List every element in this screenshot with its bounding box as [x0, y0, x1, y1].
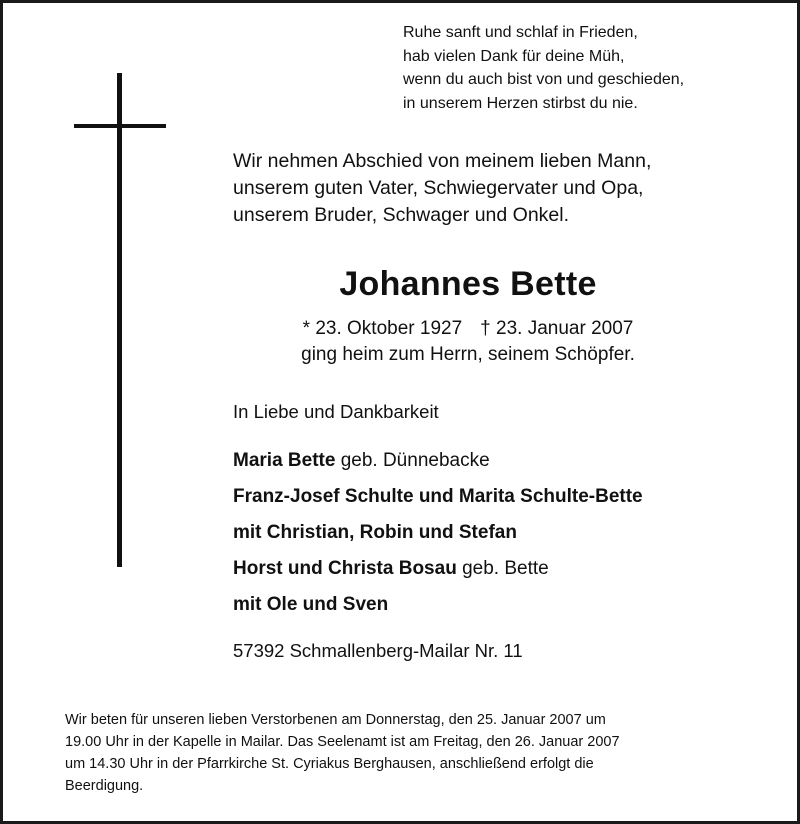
intro-line: Wir nehmen Abschied von meinem lieben Mann, [233, 150, 652, 172]
family-suffix: geb. Bette [462, 558, 549, 579]
farewell-intro [233, 148, 773, 229]
greeting: In Liebe und Dankbarkeit [233, 401, 439, 422]
family-suffix: geb. Dünnebacke [340, 450, 490, 471]
poem-line: in unserem Herzen stirbst du nie. [403, 94, 638, 112]
heimgang-text: ging heim zum Herrn, seinem Schöpfer. [301, 344, 635, 365]
funeral-line: Beerdigung. [65, 778, 144, 794]
address: 57392 Schmallenberg-Mailar Nr. 11 [233, 640, 523, 661]
poem-line: wenn du auch bist von und geschieden, [403, 71, 685, 88]
intro-line: unserem guten Vater, Schwiegervater und Opa, [233, 177, 644, 199]
cross-horizontal-bar [74, 124, 166, 128]
family-line: mit Christian, Robin und Stefan [233, 522, 517, 543]
family-name: Horst und Christa Bosau [233, 558, 457, 579]
family-line [233, 551, 793, 587]
funeral-line: um 14.30 Uhr in der Pfarrkirche St. Cyriakus Berghausen, anschließend erfolgt die [65, 756, 594, 772]
family-line [233, 443, 793, 479]
family-line: Franz-Josef Schulte und Marita Schulte-Bette [233, 486, 643, 507]
poem [403, 21, 783, 115]
birth-date: * 23. Oktober 1927 [302, 318, 463, 339]
family-name: Maria Bette [233, 450, 336, 471]
death-date: † 23. Januar 2007 [480, 318, 634, 339]
deceased-name: Johannes Bette [339, 265, 597, 303]
life-dates [3, 316, 800, 341]
funeral-line: 19.00 Uhr in der Kapelle in Mailar. Das Seelenamt ist am Freitag, den 26. Januar 2007 [65, 734, 620, 750]
family-line: mit Ole und Sven [233, 594, 389, 615]
poem-line: Ruhe sanft und schlaf in Frieden, [403, 24, 638, 41]
family-list [233, 443, 793, 623]
poem-line: hab vielen Dank für deine Müh, [403, 47, 625, 65]
funeral-info [65, 709, 765, 797]
intro-line: unserem Bruder, Schwager und Onkel. [233, 204, 570, 226]
funeral-line: Wir beten für unseren lieben Verstorbenen am Donnerstag, den 25. Januar 2007 um [65, 712, 606, 728]
